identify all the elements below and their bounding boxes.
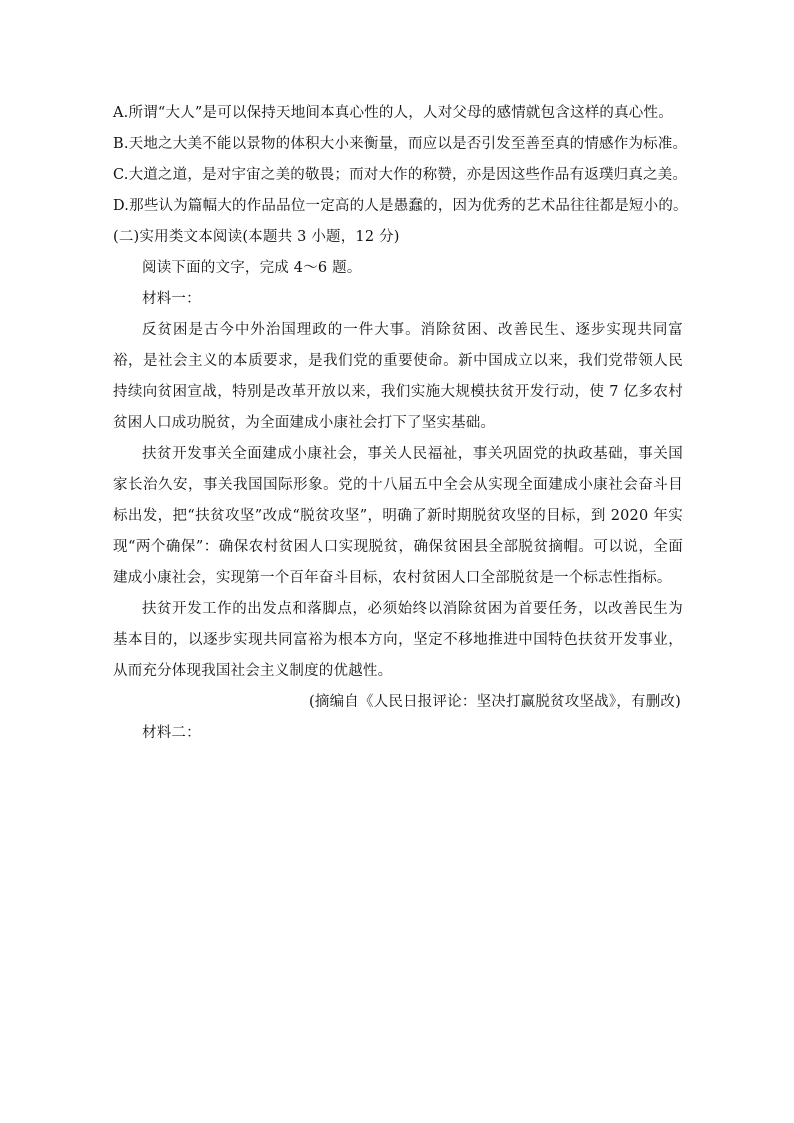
document-content — [113, 98, 688, 749]
option-d: D.那些认为篇幅大的作品品位一定高的人是愚蠢的，因为优秀的艺术品往往都是短小的。 — [113, 198, 688, 214]
source-citation: (摘编自《人民日报评论：坚决打赢脱贫攻坚战》，有删改) — [309, 694, 681, 710]
reading-instruction: 阅读下面的文字，完成 4～6 题。 — [142, 260, 362, 276]
material-two-label: 材料二： — [142, 725, 201, 741]
material-one-label: 材料一： — [142, 291, 201, 307]
option-a: A.所谓“大人”是可以保持天地间本真心性的人，人对父母的感情就包含这样的真心性。 — [113, 105, 673, 121]
paragraph-1: 反贫困是古今中外治国理政的一件大事。消除贫困、改善民生、逐步实现共同富裕，是社会主义的本质要求，是我们党的重要使命。新中国成立以来，我们党带领人民持续向贫困宣战，特别是改革开放以来，我们实施大规模扶贫开发行动，使 7 亿多农村贫困人口成功脱贫，为全面建成小康社会打下了坚实基础。 — [113, 322, 683, 431]
section-heading: (二)实用类文本阅读(本题共 3 小题，12 分) — [113, 229, 400, 245]
paragraph-2: 扶贫开发事关全面建成小康社会，事关人民福祉，事关巩固党的执政基础，事关国家长治久安，事关我国国际形象。党的十八届五中全会从实现全面建成小康社会奋斗目标出发，把“扶贫攻坚”改成“脱贫攻坚”，明确了新时期脱贫攻坚的目标，到 2020 年实现“两个确保”：确保农村贫困人口实现脱贫，确保贫困县全部脱贫摘帽。可以说，全面建成小康社会，实现第一个百年奋斗目标，农村贫困人口全部脱贫是一个标志性指标。 — [113, 446, 683, 586]
paragraph-3: 扶贫开发工作的出发点和落脚点，必须始终以消除贫困为首要任务，以改善民生为基本目的，以逐步实现共同富裕为根本方向，坚定不移地推进中国特色扶贫开发事业，从而充分体现我国社会主义制度的优越性。 — [113, 601, 683, 679]
option-b: B.天地之大美不能以景物的体积大小来衡量，而应以是否引发至善至真的情感作为标准。 — [113, 136, 688, 152]
option-c: C.大道之道，是对宇宙之美的敬畏；而对大作的称赞，亦是因这些作品有返璞归真之美。 — [113, 167, 688, 183]
